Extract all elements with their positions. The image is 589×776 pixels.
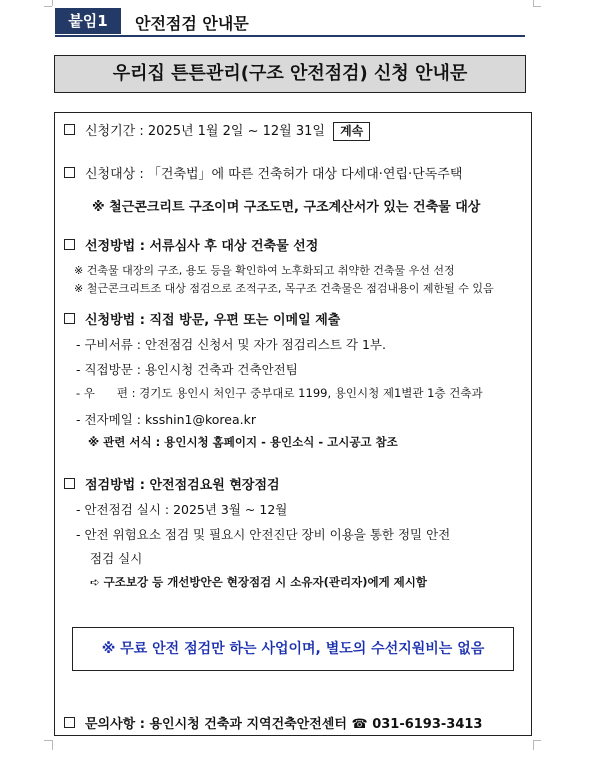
target-row [64,163,462,182]
period-row [64,120,370,141]
contact-row [64,713,482,732]
crop-mark [533,740,534,750]
period-label: 신청기간 [85,124,136,139]
header-rule [55,35,525,37]
checkbox-square-icon [64,239,75,250]
apply-row [64,309,340,328]
apply-value: : 직접 방문, 우편 또는 이메일 제출 [139,313,341,328]
telephone-icon: ☎ [351,717,368,732]
selection-note-1: ※ 건축물 대장의 구조, 용도 등을 확인하여 노후화되고 취약한 건축물 우선 선정 [74,264,455,277]
crop-mark [52,740,53,750]
attachment-badge: 붙임1 [55,8,121,34]
header-title: 안전점검 안내문 [135,14,249,33]
inspection-item-detail: - 안전 위험요소 점검 및 필요시 안전진단 장비 이용을 통한 정밀 안전 [76,527,451,542]
crop-mark [44,740,52,741]
crop-mark [533,740,541,741]
period-value: : 2025년 1월 2일 ~ 12월 31일 [139,124,325,139]
crop-mark [44,6,52,7]
checkbox-square-icon [64,478,75,489]
target-value: : 「건축법」에 따른 건축허가 대상 다세대·연립·단독주택 [139,167,463,182]
inspection-arrow-note: ➪ 구조보강 등 개선방안은 현장점검 시 소유자(관리자)에게 제시함 [90,575,428,589]
selection-row [64,235,318,254]
apply-reference-note: ※ 관련 서식 : 용인시청 홈페이지 - 용인소식 - 고시공고 참조 [88,435,398,449]
contact-value: : 용인시청 건축과 지역건축안전센터 [139,717,347,732]
free-service-notice: ※ 무료 안전 점검만 하는 사업이며, 별도의 수선지원비는 없음 [72,627,514,671]
crop-mark [52,0,53,6]
target-label: 신청대상 [85,167,136,182]
apply-item-documents: - 구비서류 : 안전점검 신청서 및 자가 점검리스트 각 1부. [76,337,386,352]
checkbox-square-icon [64,167,75,178]
apply-item-mail: - 우 편 : 경기도 용인시 처인구 중부대로 1199, 용인시청 제1별관 1층 건축과 [76,386,483,400]
inspection-item-detail-cont: 점검 실시 [90,551,143,566]
continuous-tag: 계속 [333,122,370,141]
apply-label: 신청방법 [85,313,136,328]
checkbox-square-icon [64,124,75,135]
inspection-item-schedule: - 안전점검 실시 : 2025년 3월 ~ 12월 [76,502,288,517]
inspection-label: 점검방법 [85,478,136,493]
checkbox-square-icon [64,313,75,324]
selection-note-2: ※ 철근콘크리트조 대상 점검으로 조적구조, 목구조 건축물은 점검내용이 제한될 수 있음 [74,282,494,295]
selection-value: : 서류심사 후 대상 건축물 선정 [139,239,319,254]
contact-phone: 031-6193-3413 [372,717,483,732]
apply-item-visit: - 직접방문 : 용인시청 건축과 건축안전팀 [76,362,298,377]
contact-label: 문의사항 [85,717,136,732]
selection-label: 선정방법 [85,239,136,254]
checkbox-square-icon [64,717,75,728]
inspection-value: : 안전점검요원 현장점검 [139,478,280,493]
target-note: ※ 철근콘크리트 구조이며 구조도면, 구조계산서가 있는 건축물 대상 [92,200,481,215]
apply-item-email: - 전자메일 : ksshin1@korea.kr [76,412,256,427]
document-title: 우리집 튼튼관리(구조 안전점검) 신청 안내문 [54,55,526,93]
crop-mark [533,6,541,7]
inspection-row [64,474,280,493]
